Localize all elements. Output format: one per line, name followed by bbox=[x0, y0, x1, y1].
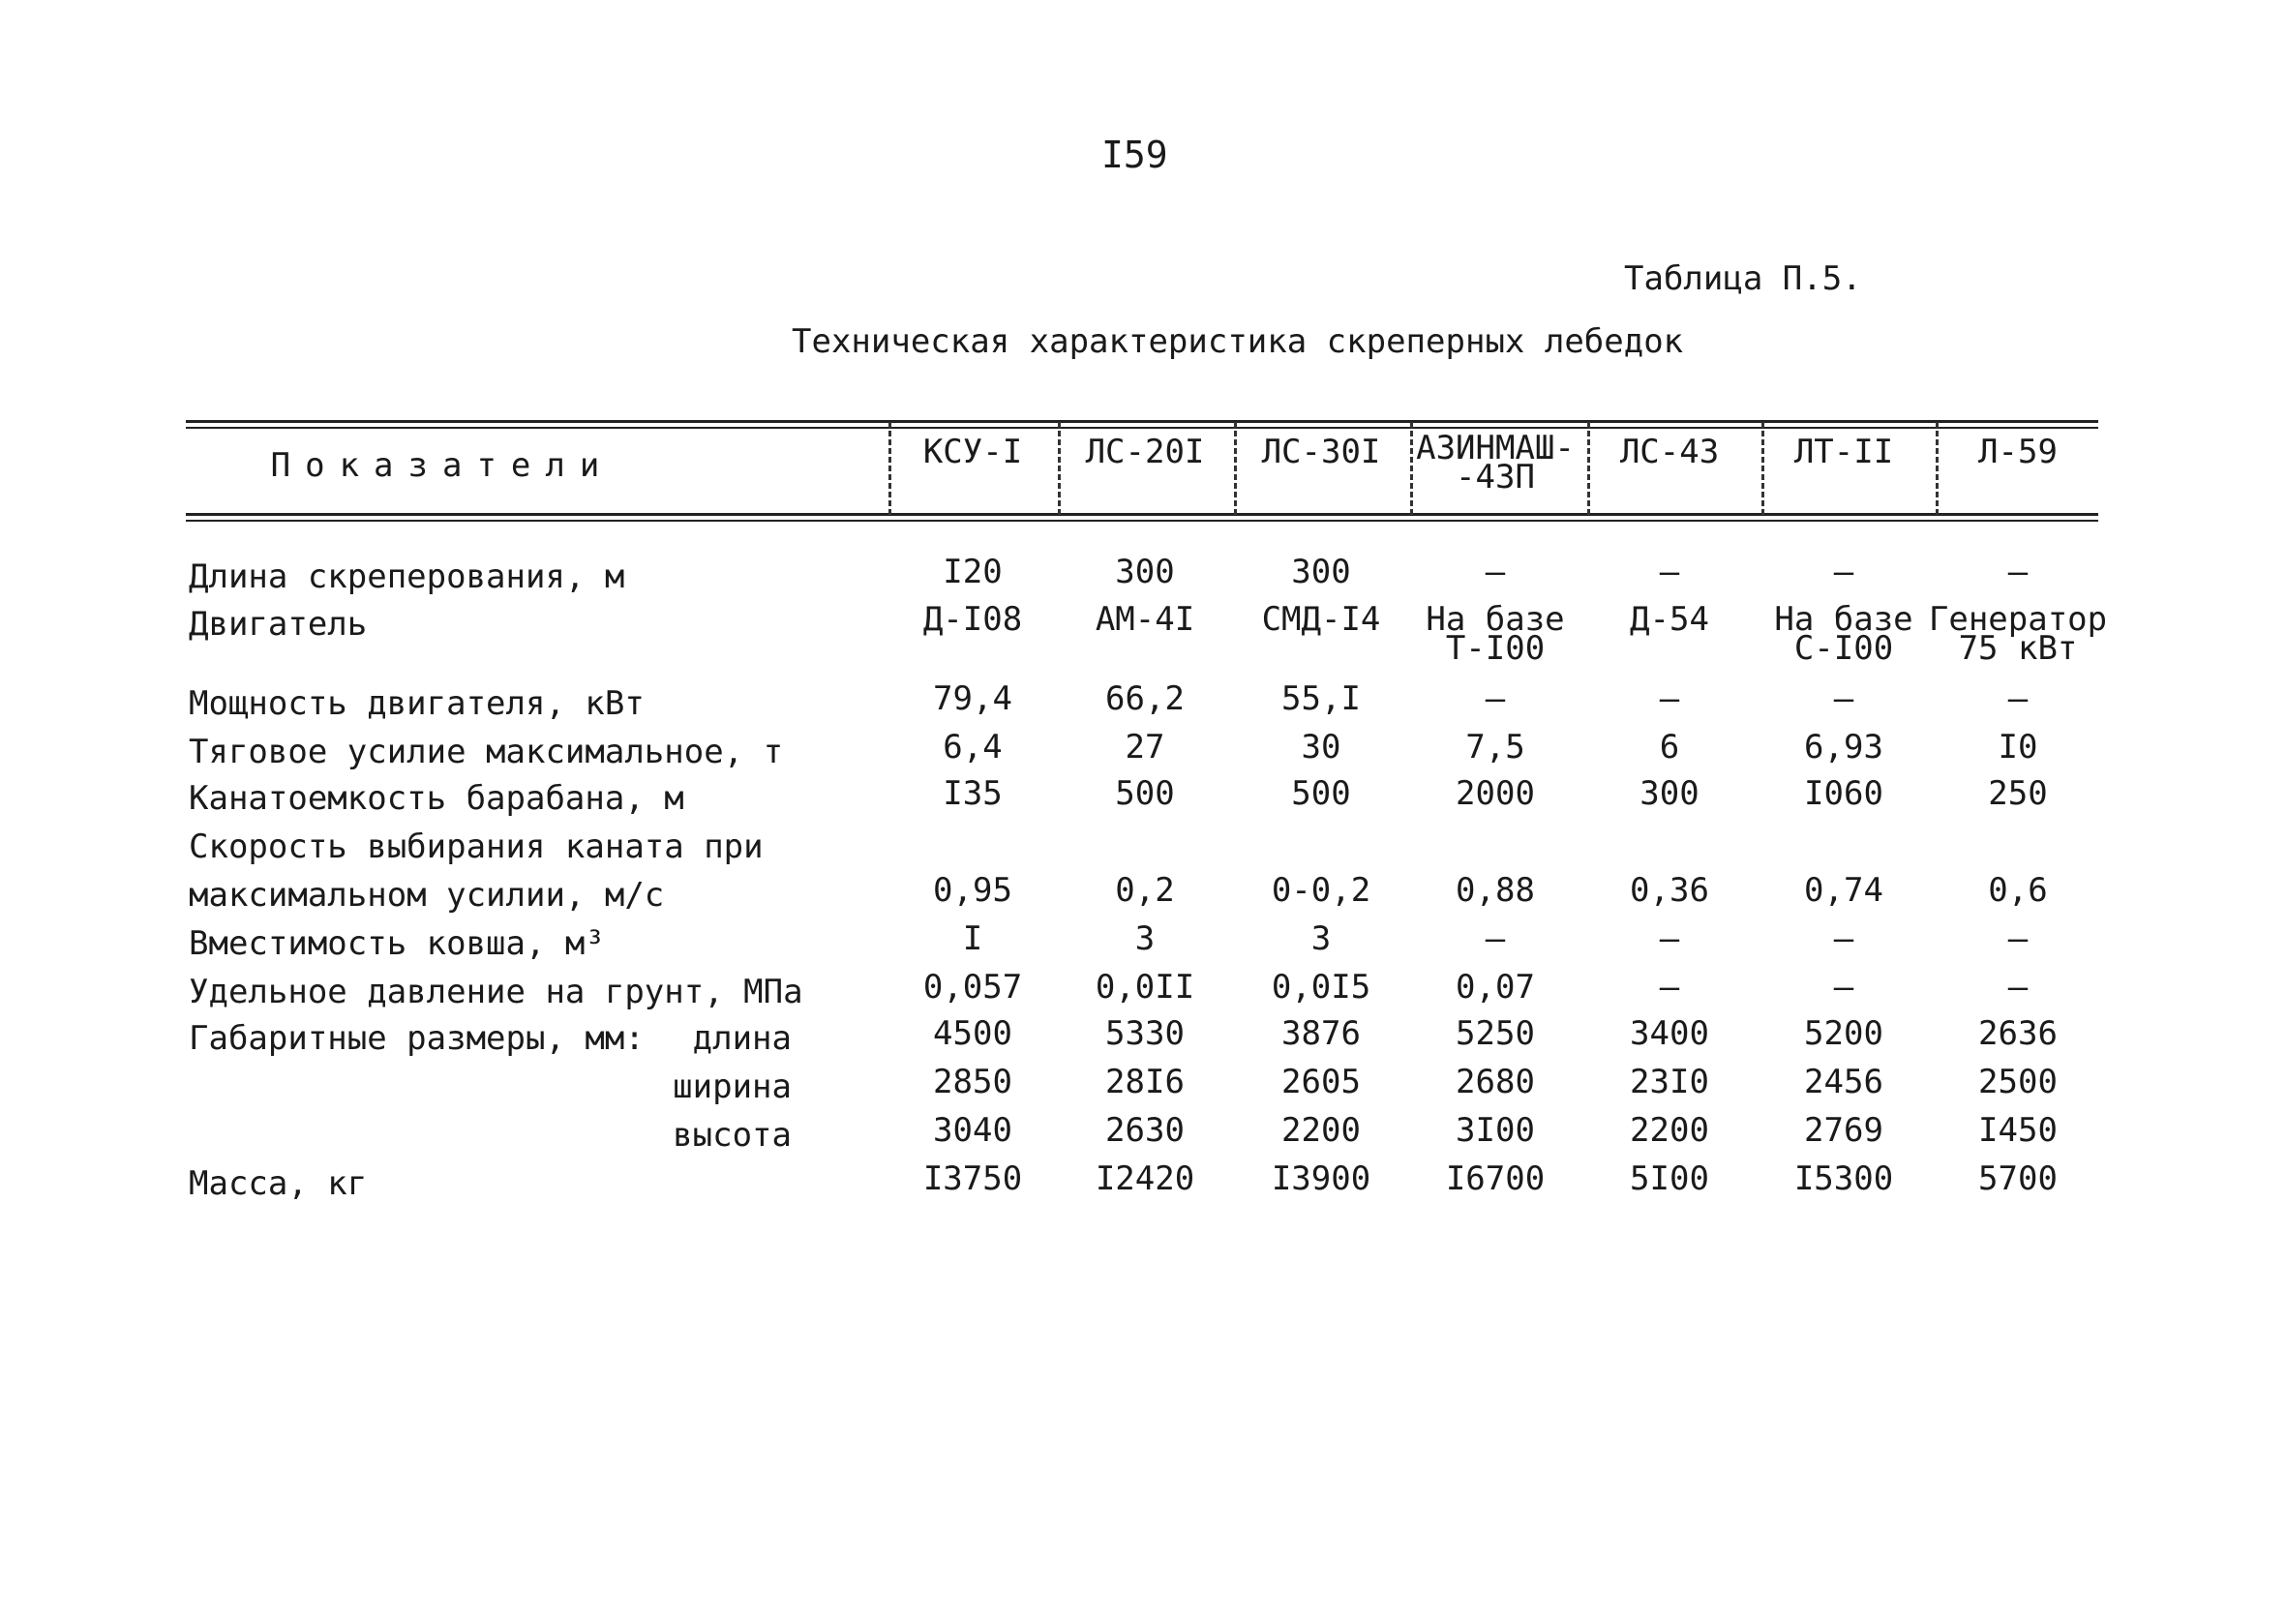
table-cell: 0,0II bbox=[1095, 968, 1195, 1007]
header-column: Л-59 bbox=[1978, 433, 2058, 471]
table-row bbox=[0, 827, 2286, 876]
table-cell: 3400 bbox=[1630, 1014, 1709, 1053]
table-cell: На базе Т-I00 bbox=[1426, 600, 1565, 668]
table-cell: 0,0I5 bbox=[1271, 968, 1371, 1007]
header-separator bbox=[1761, 422, 1764, 515]
header-separator bbox=[1058, 422, 1061, 515]
table-cell: 6,93 bbox=[1804, 728, 1883, 767]
table-cell: 2769 bbox=[1804, 1111, 1883, 1150]
table-cell: – bbox=[1833, 919, 1854, 958]
table-cell: 6 bbox=[1659, 728, 1680, 767]
table-cell: – bbox=[2007, 919, 2029, 958]
table-cell: 5250 bbox=[1456, 1014, 1535, 1053]
table-cell: 3 bbox=[1134, 919, 1156, 958]
header-separator bbox=[1410, 422, 1413, 515]
table-cell: 0,95 bbox=[933, 871, 1012, 910]
table-cell: I060 bbox=[1804, 774, 1883, 813]
table-cell: 5I00 bbox=[1630, 1159, 1709, 1198]
row-label: Двигатель bbox=[189, 605, 368, 644]
table-cell: I450 bbox=[1978, 1111, 2058, 1150]
table-cell: 0,07 bbox=[1456, 968, 1535, 1007]
table-cell: 2500 bbox=[1978, 1063, 2058, 1101]
table-cell: 5700 bbox=[1978, 1159, 2058, 1198]
row-label: Мощность двигателя, кВт bbox=[189, 684, 645, 723]
row-sublabel: длина bbox=[692, 1019, 792, 1058]
header-separator bbox=[1936, 422, 1939, 515]
table-cell: I20 bbox=[943, 553, 1003, 591]
table-row bbox=[0, 679, 2286, 733]
table-cell: – bbox=[1833, 968, 1854, 1007]
header-separator bbox=[1587, 422, 1590, 515]
table-cell: 500 bbox=[1115, 774, 1175, 813]
table-cell: – bbox=[1833, 679, 1854, 718]
header-separator bbox=[1234, 422, 1237, 515]
table-rule-header-bottom bbox=[186, 513, 2098, 516]
table-cell: 3876 bbox=[1281, 1014, 1361, 1053]
table-cell: – bbox=[1659, 553, 1680, 591]
table-cell: 250 bbox=[1988, 774, 2048, 813]
table-rule-header-bottom-inner bbox=[186, 520, 2098, 522]
table-cell: 0,057 bbox=[922, 968, 1023, 1007]
table-cell: – bbox=[2007, 553, 2029, 591]
table-cell: I2420 bbox=[1095, 1159, 1195, 1198]
header-column: ЛС-30I bbox=[1261, 433, 1381, 471]
header-indicators: Показатели bbox=[270, 446, 615, 485]
row-sublabel: ширина bbox=[673, 1068, 792, 1106]
header-separator bbox=[888, 422, 891, 515]
table-cell: 2000 bbox=[1456, 774, 1535, 813]
table-cell: – bbox=[1659, 968, 1680, 1007]
table-cell: 28I6 bbox=[1105, 1063, 1185, 1101]
header-column: КСУ-I bbox=[922, 433, 1023, 471]
table-cell: 23I0 bbox=[1630, 1063, 1709, 1101]
table-cell: 2630 bbox=[1105, 1111, 1185, 1150]
table-row bbox=[0, 919, 2286, 973]
table-cell: 2605 bbox=[1281, 1063, 1361, 1101]
table-cell: – bbox=[1833, 553, 1854, 591]
table-cell: – bbox=[1659, 679, 1680, 718]
table-row bbox=[0, 774, 2286, 827]
table-cell: 2200 bbox=[1630, 1111, 1709, 1150]
table-cell: СМД-I4 bbox=[1261, 600, 1381, 639]
table-cell: 300 bbox=[1639, 774, 1699, 813]
table-cell: 66,2 bbox=[1105, 679, 1185, 718]
row-label: Удельное давление на грунт, МПа bbox=[189, 973, 803, 1011]
table-cell: I35 bbox=[943, 774, 1003, 813]
table-cell: 0,6 bbox=[1988, 871, 2048, 910]
table-row bbox=[0, 1014, 2286, 1068]
table-row bbox=[0, 871, 2286, 924]
table-cell: 0,88 bbox=[1456, 871, 1535, 910]
table-cell: I3750 bbox=[922, 1159, 1023, 1198]
table-cell: 3040 bbox=[933, 1111, 1012, 1150]
table-cell: I3900 bbox=[1271, 1159, 1371, 1198]
header-column: ЛС-43 bbox=[1619, 433, 1720, 471]
table-row bbox=[0, 1159, 2286, 1213]
table-cell: – bbox=[1485, 919, 1506, 958]
row-sublabel: высота bbox=[673, 1116, 792, 1155]
table-cell: 4500 bbox=[933, 1014, 1012, 1053]
row-label: Тяговое усилие максимальное, т bbox=[189, 733, 784, 771]
row-label: Вместимость ковша, м³ bbox=[189, 924, 605, 963]
table-cell: 5200 bbox=[1804, 1014, 1883, 1053]
table-cell: На базе С-I00 bbox=[1774, 600, 1913, 668]
table-cell: 0,2 bbox=[1115, 871, 1175, 910]
row-label: максимальном усилии, м/с bbox=[189, 876, 665, 915]
table-cell: – bbox=[1485, 679, 1506, 718]
table-title: Техническая характеристика скреперных лебедок bbox=[792, 322, 1684, 361]
table-cell: – bbox=[2007, 968, 2029, 1007]
table-cell: АМ-4I bbox=[1095, 600, 1195, 639]
table-cell: I5300 bbox=[1793, 1159, 1894, 1198]
table-cell: Д-54 bbox=[1630, 600, 1709, 639]
table-cell: I6700 bbox=[1445, 1159, 1546, 1198]
table-cell: 2456 bbox=[1804, 1063, 1883, 1101]
table-cell: – bbox=[1485, 553, 1506, 591]
table-cell: 6,4 bbox=[943, 728, 1003, 767]
table-cell: 2200 bbox=[1281, 1111, 1361, 1150]
table-cell: 3 bbox=[1310, 919, 1332, 958]
table-cell: 5330 bbox=[1105, 1014, 1185, 1053]
table-cell: 500 bbox=[1291, 774, 1351, 813]
table-cell: 55,I bbox=[1281, 679, 1361, 718]
table-cell: – bbox=[1659, 919, 1680, 958]
table-cell: 2850 bbox=[933, 1063, 1012, 1101]
table-cell: 30 bbox=[1301, 728, 1341, 767]
table-row bbox=[0, 1111, 2286, 1164]
table-cell: 0-0,2 bbox=[1271, 871, 1371, 910]
table-row bbox=[0, 1063, 2286, 1116]
table-cell: 79,4 bbox=[933, 679, 1012, 718]
header-column: ЛС-20I bbox=[1085, 433, 1205, 471]
table-label: Таблица П.5. bbox=[1624, 259, 1862, 298]
row-label: Скорость выбирания каната при bbox=[189, 827, 764, 866]
table-cell: Генератор 75 кВт bbox=[1928, 600, 2108, 668]
table-cell: 7,5 bbox=[1465, 728, 1525, 767]
row-label: Габаритные размеры, мм: bbox=[189, 1019, 645, 1058]
table-cell: Д-I08 bbox=[922, 600, 1023, 639]
row-label: Масса, кг bbox=[189, 1164, 368, 1203]
table-cell: 3I00 bbox=[1456, 1111, 1535, 1150]
table-cell: I0 bbox=[1998, 728, 2038, 767]
table-cell: 300 bbox=[1291, 553, 1351, 591]
page-number: I59 bbox=[1101, 134, 1168, 176]
table-cell: 2680 bbox=[1456, 1063, 1535, 1101]
row-label: Канатоемкость барабана, м bbox=[189, 779, 684, 818]
table-row bbox=[0, 600, 2286, 668]
table-cell: 0,36 bbox=[1630, 871, 1709, 910]
table-rule-top bbox=[186, 420, 2098, 423]
row-label: Длина скреперования, м bbox=[189, 557, 625, 596]
header-column: ЛТ-II bbox=[1793, 433, 1894, 471]
header-column: АЗИНМАШ- -43П bbox=[1416, 429, 1575, 496]
table-row bbox=[0, 553, 2286, 606]
table-cell: 0,74 bbox=[1804, 871, 1883, 910]
table-cell: 2636 bbox=[1978, 1014, 2058, 1053]
table-cell: I bbox=[962, 919, 983, 958]
table-rule-top-inner bbox=[186, 427, 2098, 429]
table-cell: – bbox=[2007, 679, 2029, 718]
table-cell: 27 bbox=[1125, 728, 1165, 767]
table-cell: 300 bbox=[1115, 553, 1175, 591]
